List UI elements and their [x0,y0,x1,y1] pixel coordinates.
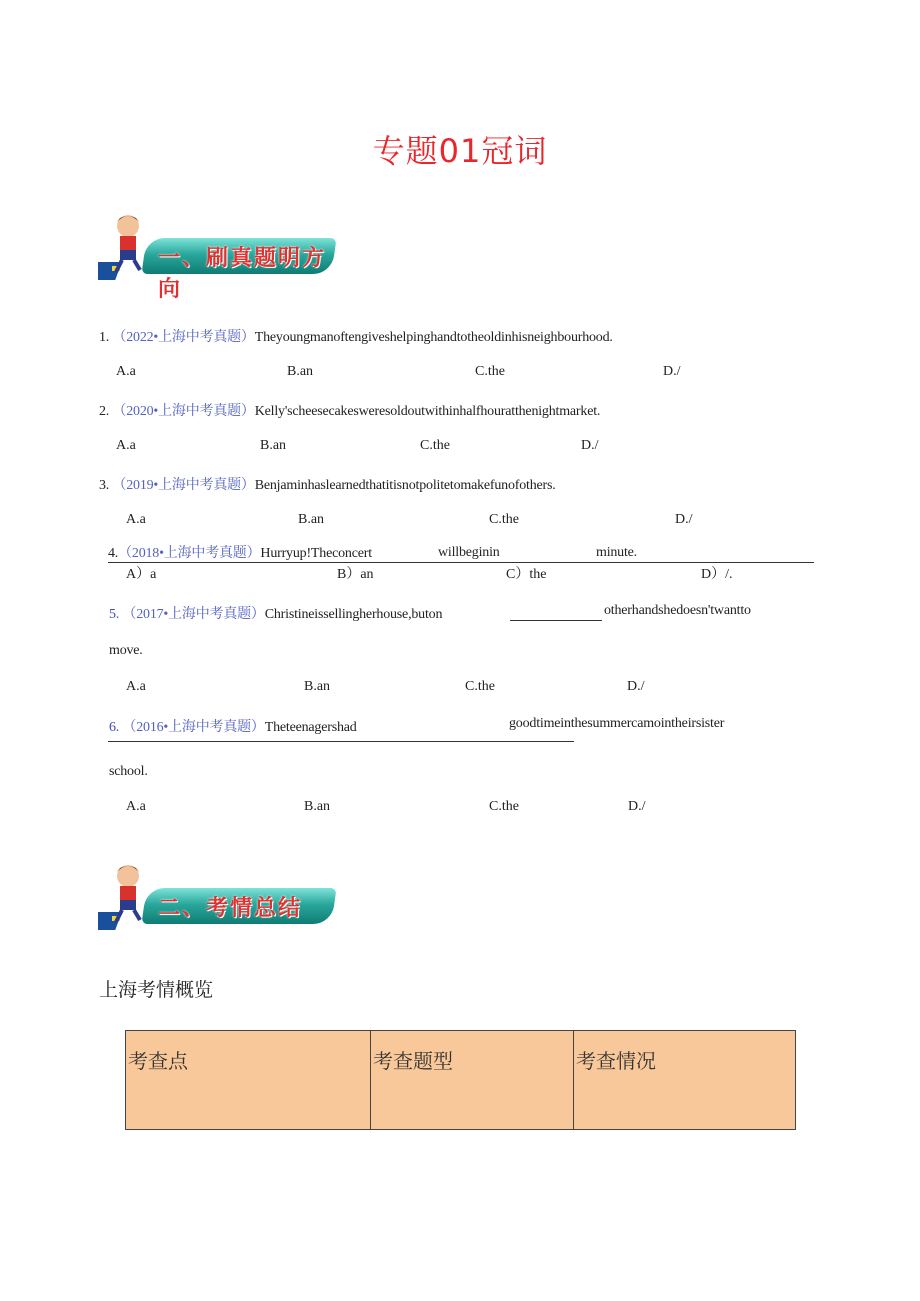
question-source: （2020•上海中考真题） [112,404,255,419]
option-a: A.a [126,512,146,527]
question-source: （2017•上海中考真题） [122,607,265,622]
question-source: （2022•上海中考真题） [112,330,255,345]
summary-table [125,1030,796,1130]
option-d: D./ [581,438,599,453]
answer-blank [510,620,602,621]
option-a: A）a [126,567,157,582]
question-4: 4.（2018•上海中考真题）Hurryup!Theconcert [108,546,372,561]
option-b: B.an [298,512,325,527]
option-c: C.the [475,364,505,379]
option-c: C.the [489,799,519,814]
header-cell-type: 考查题型 [371,1031,574,1130]
option-d: D）/. [701,567,733,582]
option-d: D./ [675,512,693,527]
option-b: B.an [287,364,314,379]
summary-subtitle: 上海考情概览 [99,979,214,1001]
question-text: Hurryup!Theconcert [260,546,372,561]
option-d: D./ [663,364,681,379]
question-3: 3. （2019•上海中考真题）Benjaminhaslearnedthatitisnotpolitetomakefunofothers. [99,478,556,493]
option-c: C.the [465,679,495,694]
question-source: （2018•上海中考真题） [118,546,261,561]
question-text-cont: goodtimeinthesummercamointheirsister [509,716,725,731]
option-c: C.the [420,438,450,453]
question-text: Christineissellingherhouse,buton [264,607,443,622]
question-5: 5. （2017•上海中考真题）Christineissellingherhouse,buton [109,607,443,622]
option-a: A.a [126,679,146,694]
question-source: （2016•上海中考真题） [122,720,265,735]
option-d: D./ [627,679,645,694]
option-a: A.a [126,799,146,814]
option-b: B.an [304,799,331,814]
section-banner-1 [98,212,334,302]
option-a: A.a [116,438,136,453]
question-text-cont: otherhandshedoesn'twantto [604,603,751,618]
question-text: Benjaminhaslearnedthatitisnotpolitetomakefunofothers. [254,478,556,493]
section-title-2: 二、考情总结 [158,896,303,921]
question-6: 6. （2016•上海中考真题）Theteenagershad [109,720,357,735]
question-text-end: school. [109,764,148,779]
section-title-1: 一、刷真题明方向 [158,246,327,302]
page-title: 专题01冠词 [372,132,548,170]
question-2: 2. （2020•上海中考真题）Kelly'scheesecakesweresoldoutwithinhalfhouratthenightmarket. [99,404,601,419]
option-c: C.the [489,512,519,527]
question-source: （2019•上海中考真题） [112,478,255,493]
question-1: 1. （2022•上海中考真题）Theyoungmanoftengiveshelpinghandtotheoldinhisneighbourhood. [99,330,613,345]
question-text-end: minute. [596,545,637,560]
option-b: B.an [304,679,331,694]
answer-blank-line [108,741,574,742]
question-text: Kelly'scheesecakesweresoldoutwithinhalfhouratthenightmarket. [254,404,601,419]
question-text: Theyoungmanoftengiveshelpinghandtotheoldinhisneighbourhood. [254,330,613,345]
option-a: A.a [116,364,136,379]
question-text: Theteenagershad [264,720,357,735]
header-cell-point: 考查点 [126,1031,371,1130]
option-d: D./ [628,799,646,814]
option-c: C）the [506,567,547,582]
header-cell-situation: 考查情况 [574,1031,796,1130]
option-b: B.an [260,438,287,453]
question-text-cont: willbeginin [438,545,500,560]
question-text-end: move. [109,643,143,658]
section-banner-2 [98,862,334,932]
option-b: B）an [337,567,374,582]
